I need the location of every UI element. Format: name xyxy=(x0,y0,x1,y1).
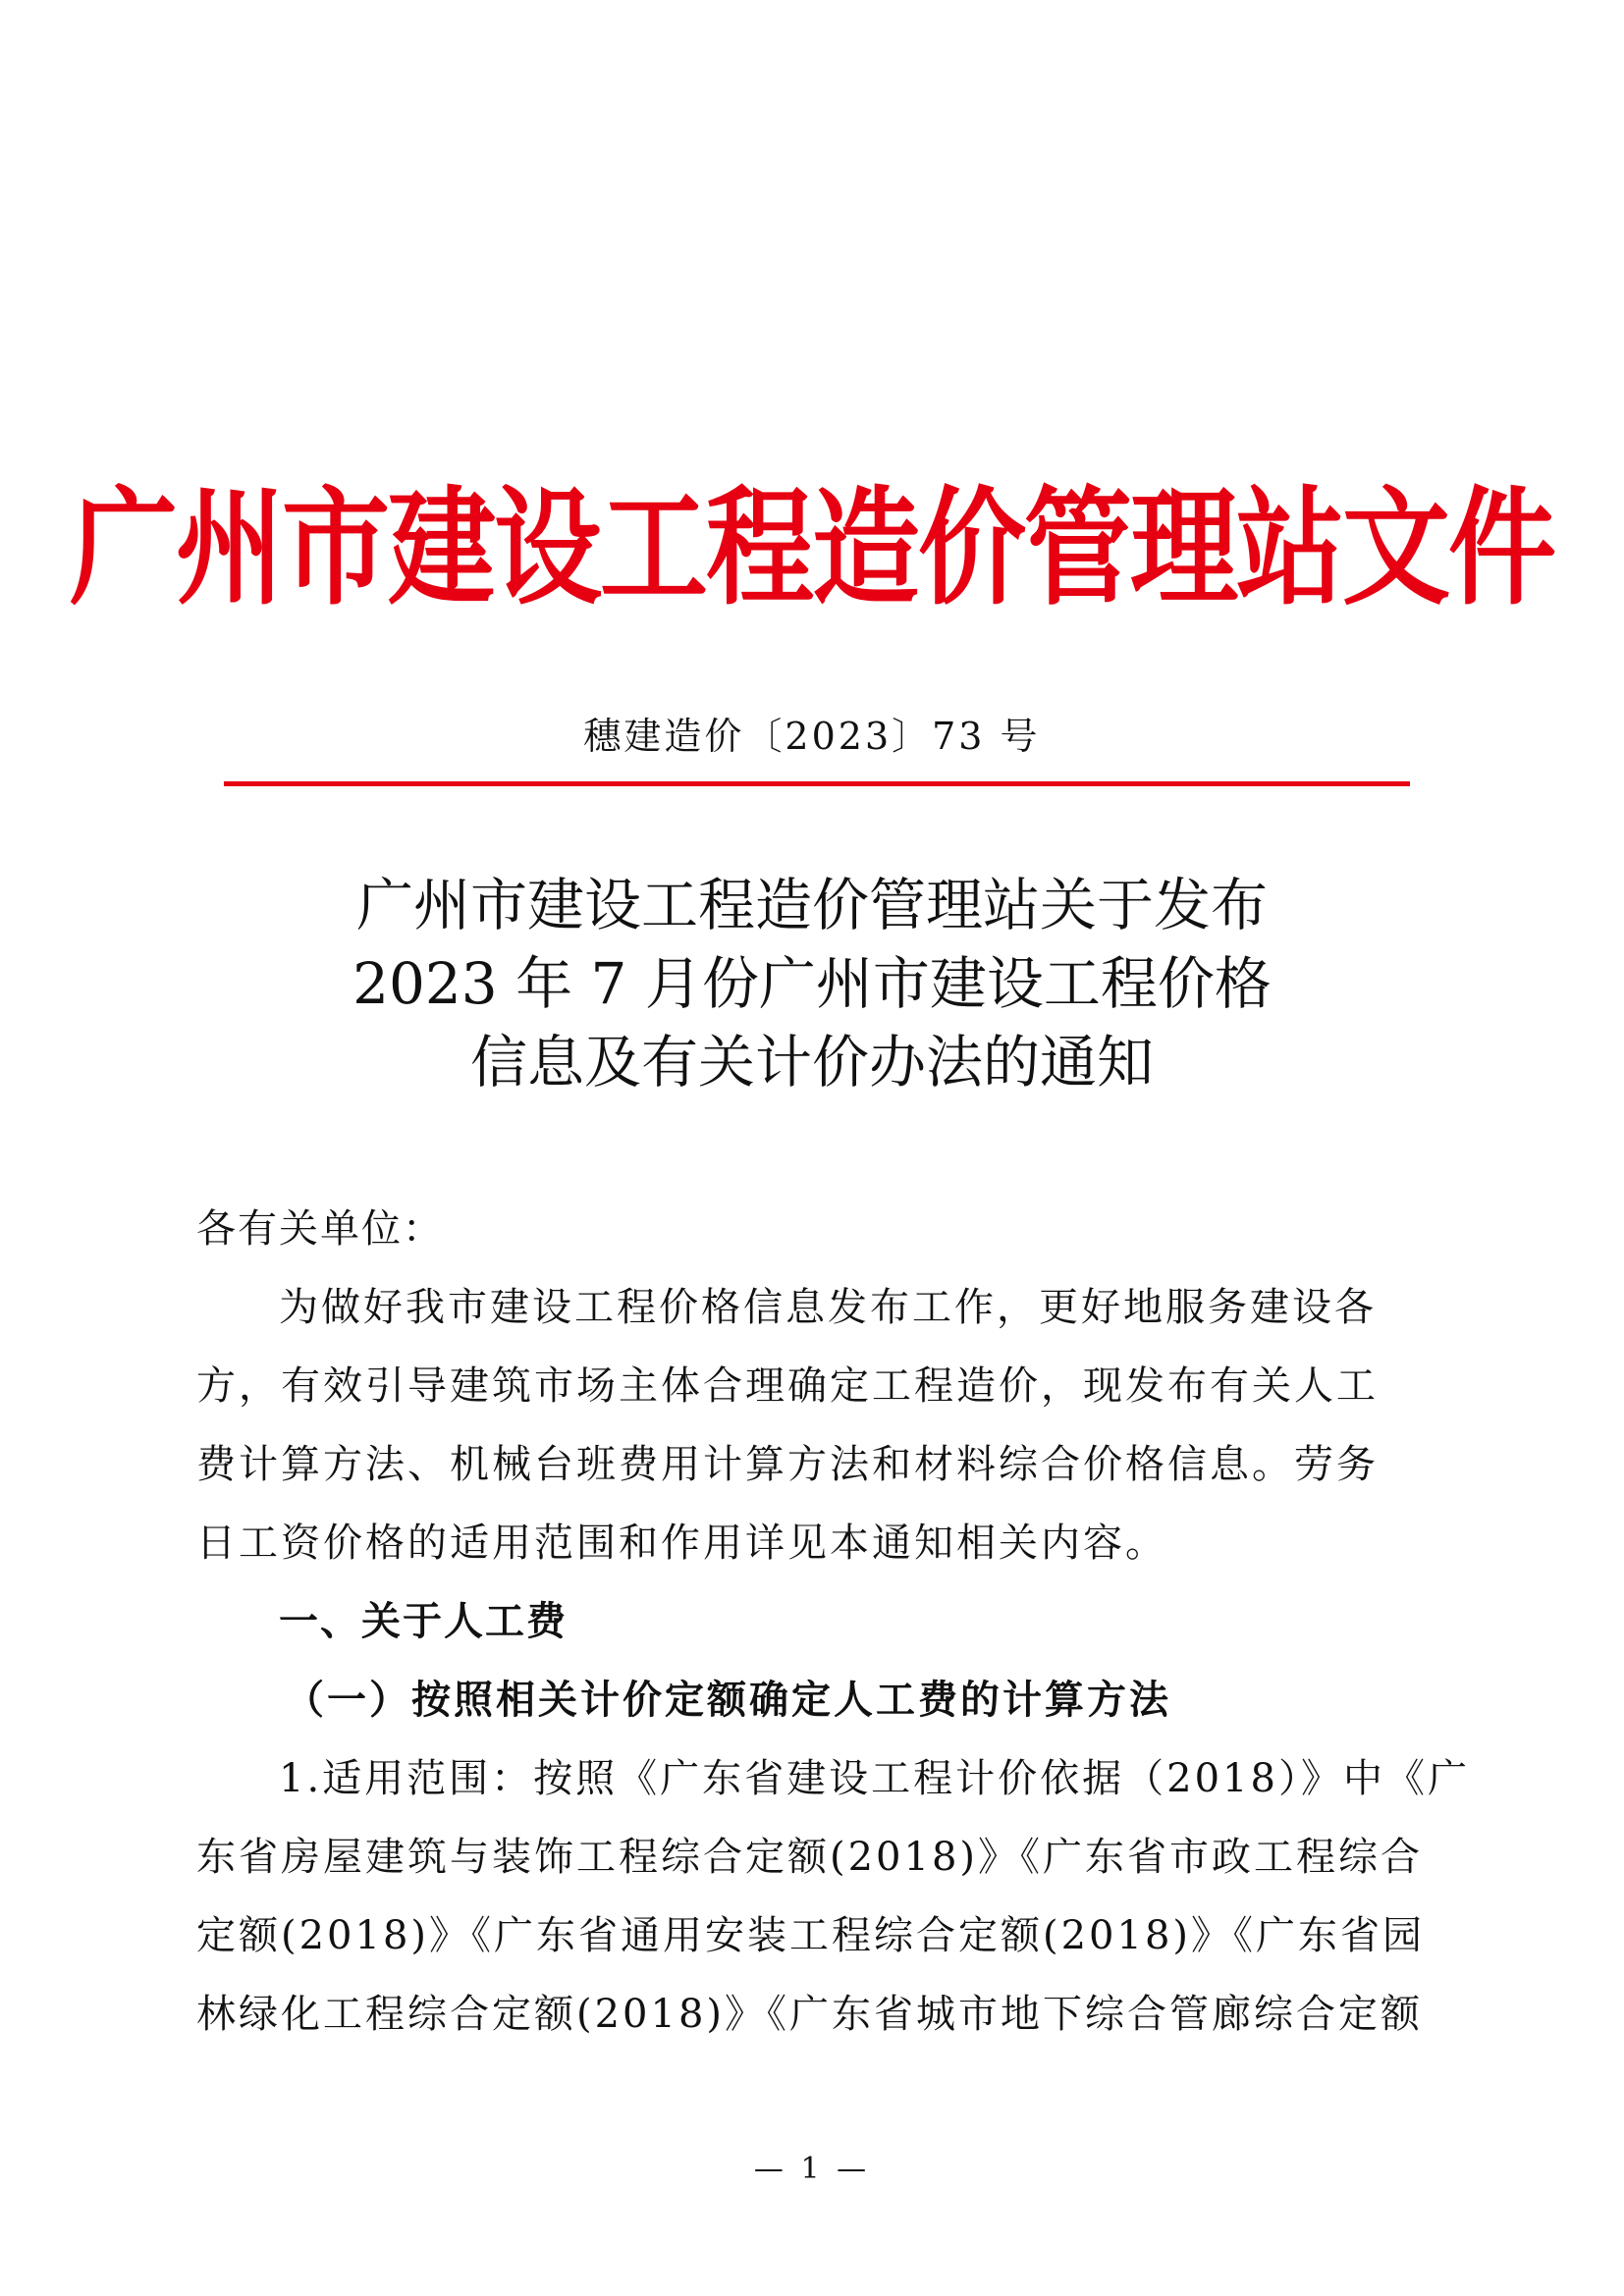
red-divider-rule xyxy=(224,781,1410,786)
intro-paragraph xyxy=(196,1268,1438,1582)
document-number: 穗建造价〔2023〕73 号 xyxy=(583,715,1041,758)
paragraph-line: 日工资价格的适用范围和作用详见本通知相关内容。 xyxy=(196,1521,1167,1566)
notice-title xyxy=(0,866,1624,1101)
notice-title-line: 信息及有关计价办法的通知 xyxy=(469,1029,1154,1095)
paragraph-line: 方，有效引导建筑市场主体合理确定工程造价，现发布有关人工 xyxy=(196,1363,1379,1409)
paragraph-line: 为做好我市建设工程价格信息发布工作，更好地服务建设各 xyxy=(279,1285,1377,1330)
paragraph-line: 林绿化工程综合定额(2018)》《广东省城市地下综合管廊综合定额 xyxy=(196,1992,1424,2037)
notice-body xyxy=(196,1190,1470,2054)
scope-paragraph xyxy=(196,1739,1470,2054)
notice-title-line: 2023 年 7 月份广州市建设工程价格 xyxy=(352,950,1272,1017)
page-number: — 1 — xyxy=(753,2152,871,2186)
subsection-heading-calculation-method: （一）按照相关计价定额确定人工费的计算方法 xyxy=(285,1677,1171,1723)
section-heading-labor-cost: 一、关于人工费 xyxy=(279,1599,568,1644)
paragraph-line: 1.适用范围：按照《广东省建设工程计价依据（2018）》中《广 xyxy=(279,1756,1470,1801)
issuer-masthead: 广州市建设工程造价管理站文件 xyxy=(70,473,1554,623)
salutation: 各有关单位： xyxy=(196,1206,444,1252)
paragraph-line: 东省房屋建筑与装饰工程综合定额(2018)》《广东省市政工程综合 xyxy=(196,1835,1424,1880)
paragraph-line: 费计算方法、机械台班费用计算方法和材料综合价格信息。劳务 xyxy=(196,1442,1379,1487)
paragraph-line: 定额(2018)》《广东省通用安装工程综合定额(2018)》《广东省园 xyxy=(196,1913,1426,1958)
notice-title-line: 广州市建设工程造价管理站关于发布 xyxy=(355,872,1268,938)
